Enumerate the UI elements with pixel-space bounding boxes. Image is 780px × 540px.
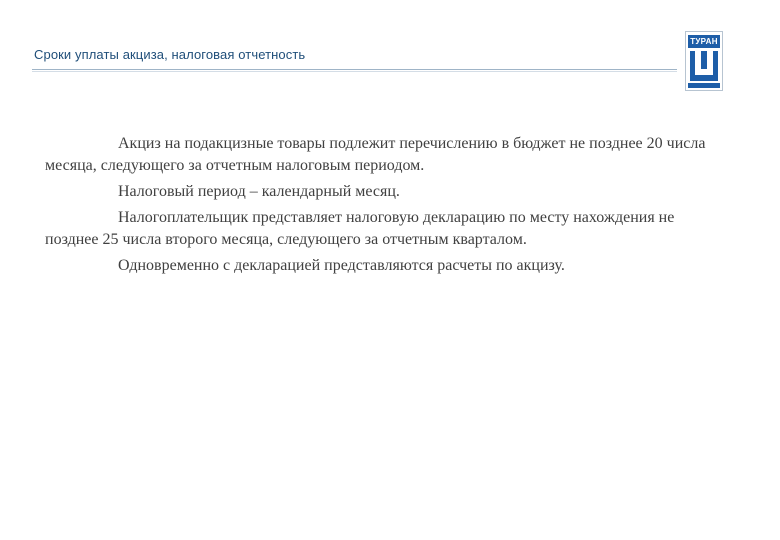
logo-underline	[688, 83, 720, 88]
header-divider-secondary	[32, 71, 677, 72]
paragraph-tax-period: Налоговый период – календарный месяц.	[118, 183, 400, 200]
logo-emblem-icon	[688, 51, 720, 81]
header-divider	[32, 69, 677, 70]
university-logo	[685, 31, 723, 91]
logo-wordmark: ТУРАН	[688, 35, 720, 48]
paragraph-declaration: Налогоплательщик представляет налоговую декларацию по месту нахождения не позднее 25 числа второго месяца, следующего за отчетным кварталом.	[45, 209, 675, 248]
page-title: Сроки уплаты акциза, налоговая отчетность	[34, 47, 306, 62]
paragraph-calculations: Одновременно с декларацией представляются расчеты по акцизу.	[118, 257, 565, 274]
paragraph-payment-deadline: Акциз на подакцизные товары подлежит перечислению в бюджет не позднее 20 числа месяца, следующего за отчетным налоговым периодом.	[45, 135, 706, 174]
body-text	[45, 133, 725, 281]
